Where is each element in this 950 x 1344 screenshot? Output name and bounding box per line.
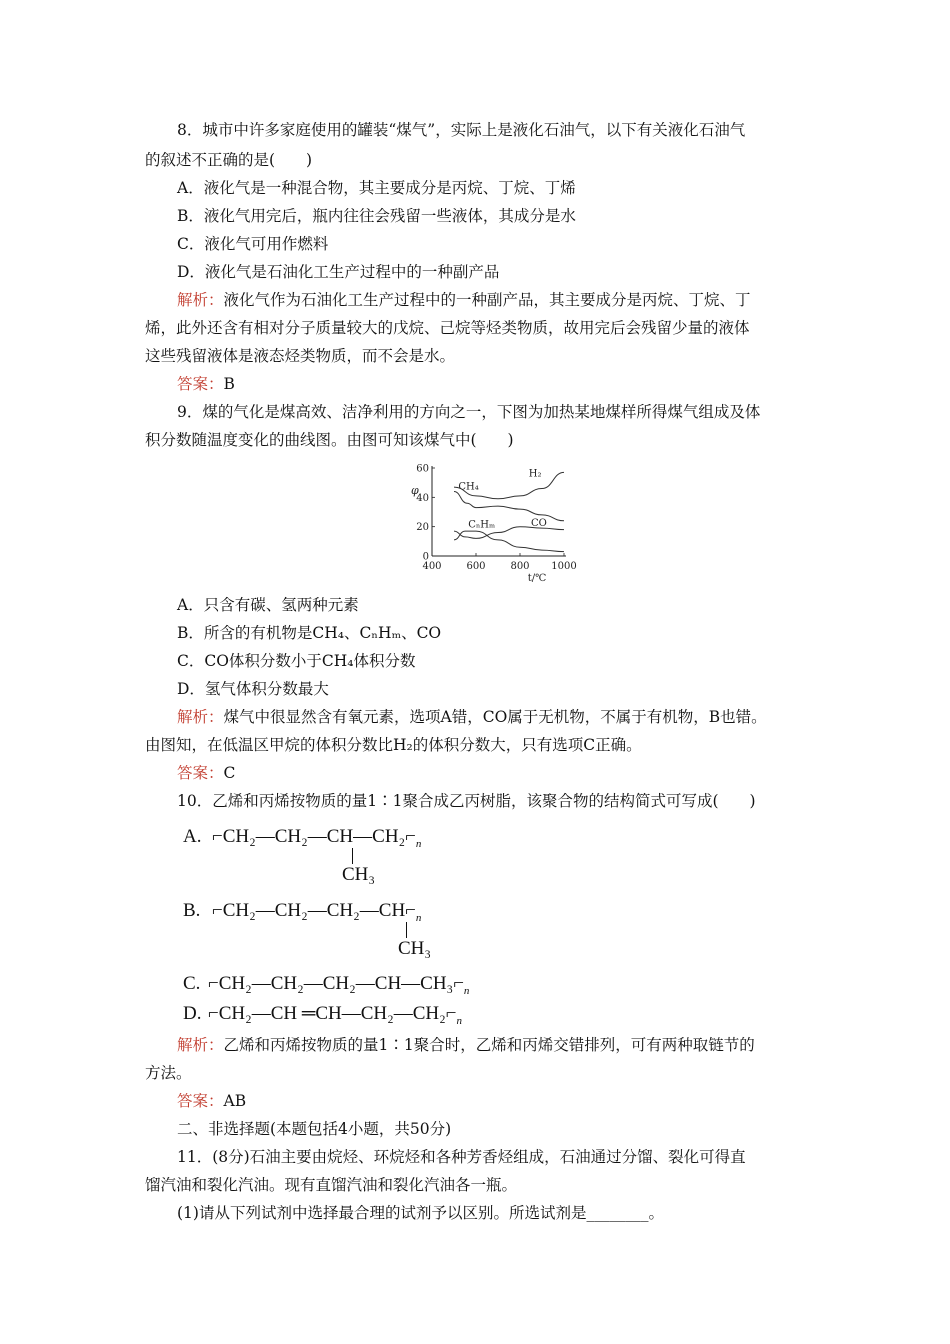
q9-analysis-line2: 由图知，在低温区甲烷的体积分数比H₂的体积分数大，只有选项C正确。 [145, 736, 642, 754]
q10-option-c-label: C. [183, 973, 201, 994]
y-tick-label: 40 [416, 492, 429, 504]
bracket-close: ⌐ [445, 1003, 457, 1024]
y-tick-label: 60 [416, 463, 429, 475]
q8-option-c: C．液化气可用作燃料 [177, 235, 329, 253]
q9-answer [177, 763, 235, 783]
analysis-label: 解析： [177, 708, 224, 726]
x-tick-label: 1000 [551, 561, 577, 572]
analysis-label: 解析： [177, 291, 224, 309]
bond-line [406, 922, 407, 938]
answer-value: B [223, 375, 235, 393]
answer-label: 答案： [177, 1092, 224, 1110]
bracket-close: ⌐ [405, 826, 416, 847]
formula-main: CH₂—CH₂—CH₂—CH—CH₃ [218, 973, 454, 994]
analysis-text: 煤气中很显然含有氧元素，选项A错，CO属于无机物，不属于有机物，B也错。 [223, 708, 767, 726]
q9-stem-line2: 积分数随温度变化的曲线图。由图可知该煤气中( ) [145, 431, 514, 449]
q10-option-b-formula [212, 900, 421, 929]
analysis-text: 乙烯和丙烯按物质的量1∶1聚合时，乙烯和丙烯交错排列，可有两种取链节的 [223, 1036, 755, 1054]
series-line [454, 492, 564, 521]
q9-analysis-line1 [177, 707, 767, 727]
bond-line [352, 848, 353, 864]
q10-option-d-formula [208, 1003, 462, 1032]
bracket-open: ⌐ [212, 900, 223, 921]
q8-stem-line1: 8．城市中许多家庭使用的罐装“煤气”，实际上是液化石油气，以下有关液化石油气 [177, 121, 746, 139]
bracket-open: ⌐ [208, 973, 219, 994]
formula-main: CH₂—CH ═CH—CH₂—CH₂ [218, 1003, 446, 1024]
q9-option-c: C．CO体积分数小于CH₄体积分数 [177, 652, 416, 670]
series-line [454, 531, 564, 552]
q9-option-a: A．只含有碳、氢两种元素 [177, 596, 359, 614]
x-tick-label: 800 [510, 561, 530, 572]
repeat-n: n [415, 838, 422, 850]
x-axis-label: t/℃ [527, 573, 547, 584]
answer-value: AB [223, 1092, 247, 1110]
bracket-open: ⌐ [208, 1003, 219, 1024]
bracket-close: ⌐ [405, 900, 416, 921]
y-tick-label: 20 [416, 522, 429, 534]
series-label: H₂ [528, 468, 542, 480]
q10-analysis-line1 [177, 1035, 755, 1055]
q10-option-b-label: B. [183, 900, 201, 921]
analysis-text: 液化气作为石油化工生产过程中的一种副产品，其主要成分是丙烷、丁烷、丁 [223, 291, 751, 309]
y-axis-label: φ [411, 484, 419, 497]
bracket-open: ⌐ [212, 826, 223, 847]
gas-composition-chart [388, 455, 588, 585]
repeat-n: n [415, 912, 422, 924]
repeat-n: n [456, 1015, 462, 1027]
analysis-label: 解析： [177, 1036, 224, 1054]
repeat-n: n [463, 985, 470, 997]
q8-option-d: D．液化气是石油化工生产过程中的一种副产品 [177, 263, 500, 281]
section-heading: 二、非选择题(本题包括4小题，共50分) [177, 1120, 452, 1138]
q10-option-a-branch: CH₃ [342, 864, 376, 885]
q10-analysis-line2: 方法。 [145, 1064, 192, 1082]
q11-stem-line2: 馏汽油和裂化汽油。现有直馏汽油和裂化汽油各一瓶。 [145, 1176, 518, 1194]
chart-axes [432, 466, 566, 556]
q8-analysis-line2: 烯，此外还含有相对分子质量较大的戊烷、己烷等烃类物质，故用完后会残留少量的液体 [145, 319, 750, 337]
y-tick-label: 0 [422, 551, 429, 563]
answer-label: 答案： [177, 764, 224, 782]
series-label: CₙHₘ [468, 519, 496, 531]
q10-option-a-formula [212, 826, 421, 855]
answer-value: C [223, 764, 236, 782]
q10-option-a-label: A. [183, 826, 202, 847]
x-tick-label: 600 [466, 561, 486, 572]
q8-analysis-line1 [177, 290, 751, 310]
q8-option-b: B．液化气用完后，瓶内往往会残留一些液体，其成分是水 [177, 207, 576, 225]
q11-subquestion-1: (1)请从下列试剂中选择最合理的试剂予以区别。所选试剂是________。 [177, 1204, 664, 1222]
series-label: CO [531, 518, 547, 530]
q9-option-d: D．氢气体积分数最大 [177, 680, 329, 698]
bracket-close: ⌐ [453, 973, 464, 994]
q9-stem-line1: 9．煤的气化是煤高效、洁净利用的方向之一，下图为加热某地煤样所得煤气组成及体 [177, 403, 761, 421]
q9-option-b: B．所含的有机物是CH₄、CₙHₘ、CO [177, 624, 442, 642]
x-tick-label: 400 [422, 561, 442, 572]
formula-main: CH₂—CH₂—CH—CH₂ [222, 826, 406, 847]
q8-answer [177, 374, 235, 394]
q8-option-a: A．液化气是一种混合物，其主要成分是丙烷、丁烷、丁烯 [177, 179, 576, 197]
q11-stem-line1: 11．(8分)石油主要由烷烃、环烷烃和各种芳香烃组成，石油通过分馏、裂化可得直 [177, 1148, 746, 1166]
answer-label: 答案： [177, 375, 224, 393]
q10-option-c-formula [208, 973, 469, 1002]
formula-main: CH₂—CH₂—CH₂—CH [222, 900, 406, 921]
q10-stem: 10．乙烯和丙烯按物质的量1∶1聚合成乙丙树脂，该聚合物的结构简式可写成( ) [177, 792, 756, 810]
q10-option-b-branch: CH₃ [398, 938, 432, 959]
series-label: CH₄ [458, 481, 479, 493]
q10-option-d-label: D. [183, 1003, 202, 1024]
q8-analysis-line3: 这些残留液体是液态烃类物质，而不会是水。 [145, 347, 456, 365]
q10-answer [177, 1091, 246, 1111]
q8-stem-line2: 的叙述不正确的是( ) [145, 151, 313, 169]
